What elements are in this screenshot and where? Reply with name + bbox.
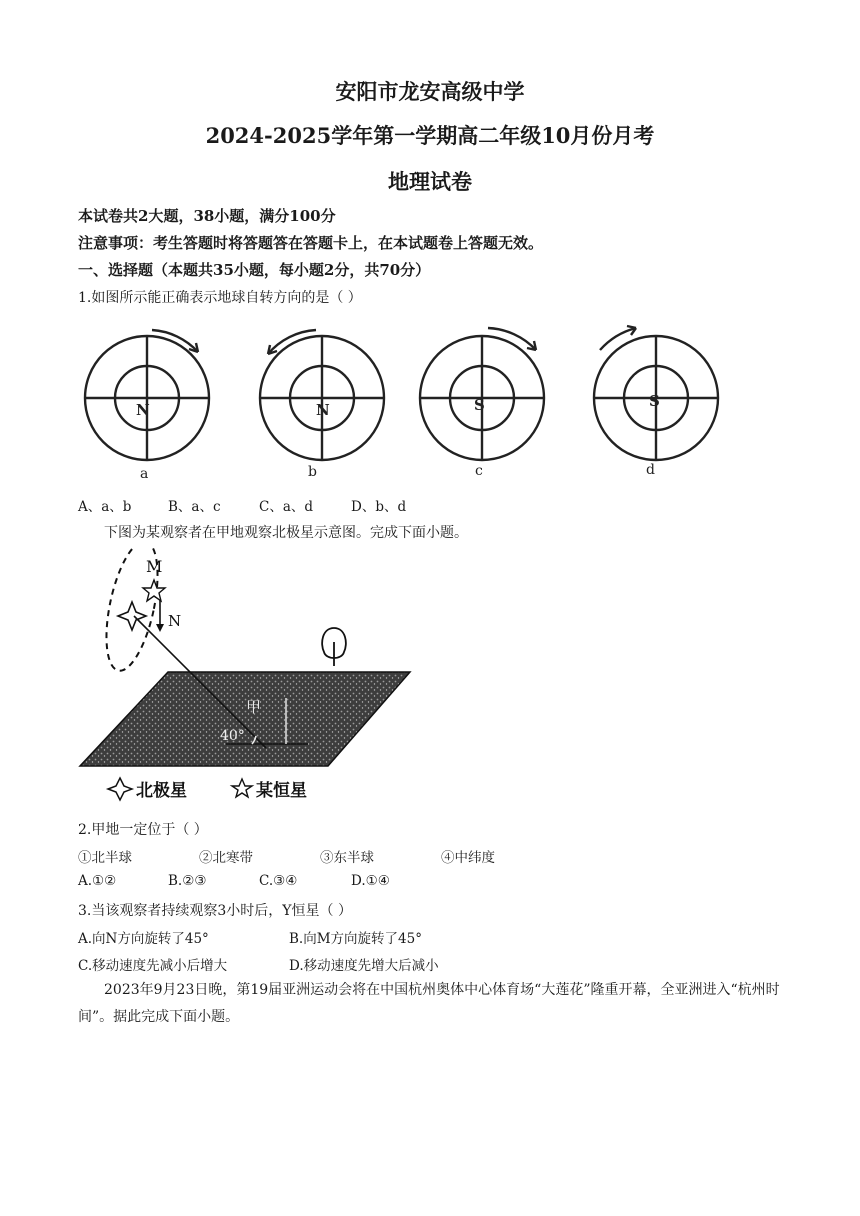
panel-b-caption: b — [308, 464, 317, 480]
q1-option-b: B、a、c — [168, 499, 221, 515]
q2-item-2: ②北寒带 — [199, 850, 253, 866]
tree-icon — [322, 628, 346, 666]
q3-option-d: D.移动速度先增大后减小 — [289, 958, 439, 974]
panel-c-center: S — [474, 396, 485, 414]
panel-c-caption: c — [475, 463, 483, 479]
angle-label: 40° — [220, 728, 245, 744]
q1-option-a: A、a、b — [78, 499, 132, 515]
legend-polaris-icon — [108, 778, 132, 800]
q2-item-1: ①北半球 — [78, 850, 132, 866]
q2-option-c: C.③④ — [259, 873, 298, 889]
panel-b-center: N — [316, 401, 330, 419]
ground-plane — [80, 672, 410, 766]
q3-stem: 3.当该观察者持续观察3小时后，Y恒星（ ） — [78, 903, 352, 919]
subject-title: 地理试卷 — [388, 169, 472, 194]
q2-intro: 下图为某观察者在甲地观察北极星示意图。完成下面小题。 — [104, 525, 468, 541]
polaris-star-icon — [118, 602, 146, 630]
q2-option-b: B.②③ — [168, 873, 207, 889]
label-n: N — [168, 612, 182, 630]
panel-a-center: N — [136, 401, 150, 419]
label-jia: 甲 — [246, 698, 262, 716]
q1-stem: 1.如图所示能正确表示地球自转方向的是（ ） — [78, 290, 362, 306]
q3-option-c: C.移动速度先减小后增大 — [78, 958, 228, 974]
q2-item-3: ③东半球 — [320, 850, 374, 866]
q2-option-a: A.①② — [78, 873, 117, 889]
school-title: 安阳市龙安高级中学 — [335, 79, 525, 104]
legend-star-icon — [232, 779, 252, 797]
panel-a — [85, 330, 209, 460]
paper-summary: 本试卷共2大题，38小题，满分100分 — [78, 207, 336, 225]
panel-b — [260, 330, 384, 460]
q1-option-c: C、a、d — [259, 499, 314, 515]
section-title: 一、选择题（本题共35小题，每小题2分，共70分） — [78, 261, 431, 279]
notice: 注意事项：考生答题时将答题答在答题卡上，在本试题卷上答题无效。 — [78, 234, 544, 252]
legend-star-label: 某恒星 — [256, 781, 307, 801]
q3-option-b: B.向M方向旋转了45° — [289, 931, 422, 947]
q4-intro: 2023年9月23日晚，第19届亚洲运动会将在中国杭州奥体中心体育场“大莲花”隆重开幕，全亚洲进入“杭州时间”。据此完成下面小题。 — [78, 982, 780, 1025]
rotation-diagrams — [70, 322, 720, 482]
other-star-icon — [143, 580, 165, 601]
exam-title: 2024-2025学年第一学期高二年级10月份月考 — [205, 123, 655, 148]
q2-item-4: ④中纬度 — [441, 850, 495, 866]
panel-d-caption: d — [646, 462, 655, 478]
legend-polaris-label: 北极星 — [136, 781, 187, 801]
polaris-diagram — [76, 548, 416, 806]
q1-option-d: D、b、d — [351, 499, 407, 515]
q2-stem: 2.甲地一定位于（ ） — [78, 822, 208, 838]
panel-d-center: S — [649, 392, 660, 410]
q3-option-a: A.向N方向旋转了45° — [78, 931, 209, 947]
panel-c — [420, 328, 544, 460]
label-m: M — [146, 557, 163, 576]
q2-option-d: D.①④ — [351, 873, 390, 889]
panel-a-caption: a — [140, 466, 149, 482]
